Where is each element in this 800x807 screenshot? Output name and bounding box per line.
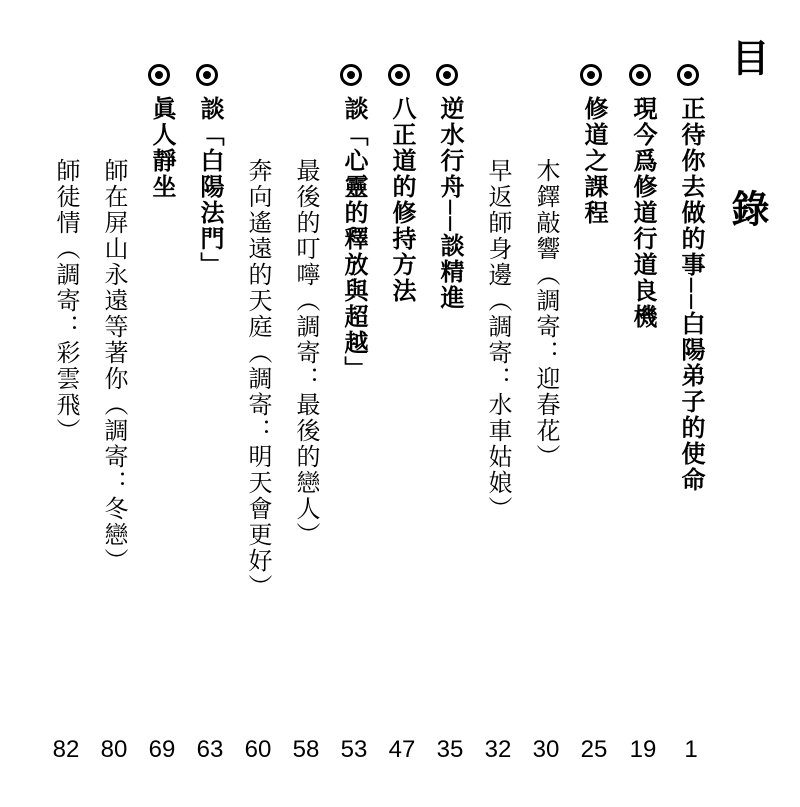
bullet-circle-icon [677, 64, 699, 86]
toc-page-number: 80 [100, 736, 128, 763]
toc-entry-text: 師徒情（調寄：彩雲飛） [52, 158, 80, 444]
toc-entry-text: 最後的叮嚀（調寄：最後的戀人） [292, 158, 320, 548]
toc-page-number: 30 [532, 736, 560, 763]
toc-entry-text: 修道之課程 [580, 96, 608, 226]
bullet-circle-icon [388, 64, 410, 86]
toc-page-number: 19 [629, 736, 657, 763]
bullet-circle-icon [629, 64, 651, 86]
toc-page-number: 32 [484, 736, 512, 763]
toc-entry [337, 64, 371, 382]
toc-entry-text: 正待你去做的事──白陽弟子的使命 [677, 96, 705, 493]
toc-page-number: 25 [580, 736, 608, 763]
toc-page-number: 53 [340, 736, 368, 763]
toc-entry [289, 158, 323, 548]
toc-page-number: 1 [684, 736, 698, 763]
toc-entry [674, 64, 708, 493]
bullet-circle-icon [340, 64, 362, 86]
toc-entry [529, 158, 563, 470]
toc-entry-text: 早返師身邊（調寄：水車姑娘） [484, 158, 512, 522]
bullet-circle-icon [580, 64, 602, 86]
toc-entry [481, 158, 515, 522]
toc-entry-text: 談「白陽法門」 [196, 96, 224, 278]
toc-entry [145, 64, 179, 200]
toc-page-number: 35 [436, 736, 464, 763]
toc-entry [49, 158, 83, 444]
toc-entry [433, 64, 467, 311]
toc-entry [241, 158, 275, 600]
toc-page-number: 60 [244, 736, 272, 763]
toc-entry-text: 逆水行舟──談精進 [436, 96, 464, 311]
toc-page-number: 82 [52, 736, 80, 763]
toc-entry [577, 64, 611, 226]
toc-page-number: 58 [292, 736, 320, 763]
bullet-circle-icon [148, 64, 170, 86]
toc-title: 目 錄 [725, 38, 770, 278]
toc-entry-text: 現今爲修道行道良機 [629, 96, 657, 330]
toc-entry-text: 奔向遙遠的天庭（調寄：明天會更好） [244, 158, 272, 600]
toc-page-number: 63 [196, 736, 224, 763]
toc-entry [193, 64, 227, 278]
toc-entry-text: 師在屏山永遠等著你（調寄：冬戀） [100, 158, 128, 574]
toc-entry [626, 64, 660, 330]
toc-entry-text: 眞人靜坐 [148, 96, 176, 200]
toc-entry-text: 木鐸敲響（調寄：迎春花） [532, 158, 560, 470]
toc-page-number: 69 [148, 736, 176, 763]
toc-page-number: 47 [388, 736, 416, 763]
toc-entry [97, 158, 131, 574]
toc-entry-text: 八正道的修持方法 [388, 96, 416, 304]
toc-entry [385, 64, 419, 304]
toc-entry-text: 談「心靈的釋放與超越」 [340, 96, 368, 382]
bullet-circle-icon [196, 64, 218, 86]
bullet-circle-icon [436, 64, 458, 86]
